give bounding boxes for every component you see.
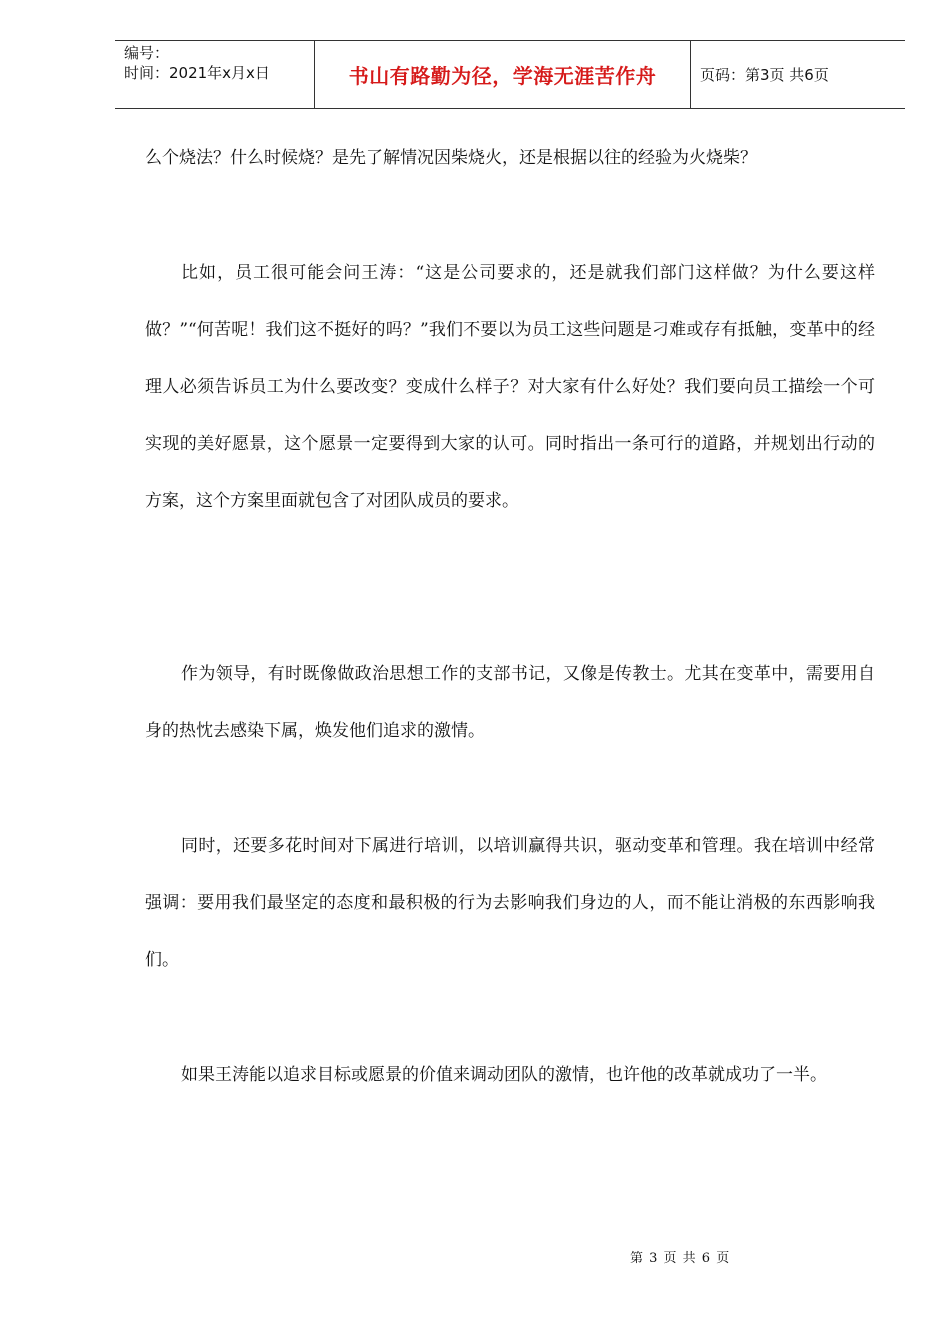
header-meta-cell [115,41,315,108]
date-label: 时间：2021年x月x日 [124,64,270,82]
paragraph-leadership: 作为领导，有时既像做政治思想工作的支部书记，又像是传教士。尤其在变革中，需要用自身的热忱去感染下属，焕发他们追求的激情。 [145,664,875,741]
serial-number-label: 编号： [124,44,170,62]
paragraph-conclusion: 如果王涛能以追求目标或愿景的价值来调动团队的激情，也许他的改革就成功了一半。 [181,1065,827,1085]
paragraph-continuation: 么个烧法？什么时候烧？是先了解情况因柴烧火，还是根据以往的经验为火烧柴？ [145,148,757,168]
header-motto: 书山有路勤为径，学海无涯苦作舟 [315,41,691,108]
page-header [115,40,905,109]
header-page-info: 页码：第3页 共6页 [700,66,829,84]
document-body [145,130,875,1104]
paragraph-training: 同时，还要多花时间对下属进行培训，以培训赢得共识，驱动变革和管理。我在培训中经常强调：要用我们最坚定的态度和最积极的行为去影响我们身边的人，而不能让消极的东西影响我们。 [145,836,875,970]
page-footer: 第 3 页 共 6 页 [630,1251,730,1266]
paragraph-employee-questions: 比如，员工很可能会问王涛：“这是公司要求的，还是就我们部门这样做？为什么要这样做？”“何苦呢！我们这不挺好的吗？”我们不要以为员工这些问题是刁难或存有抵触，变革中的经理人必须告诉员工为什么要改变？变成什么样子？对大家有什么好处？我们要向员工描绘一个可实现的美好愿景，这个愿景一定要得到大家的认可。同时指出一条可行的道路，并规划出行动的方案，这个方案里面就包含了对团队成员的要求。 [145,263,875,511]
